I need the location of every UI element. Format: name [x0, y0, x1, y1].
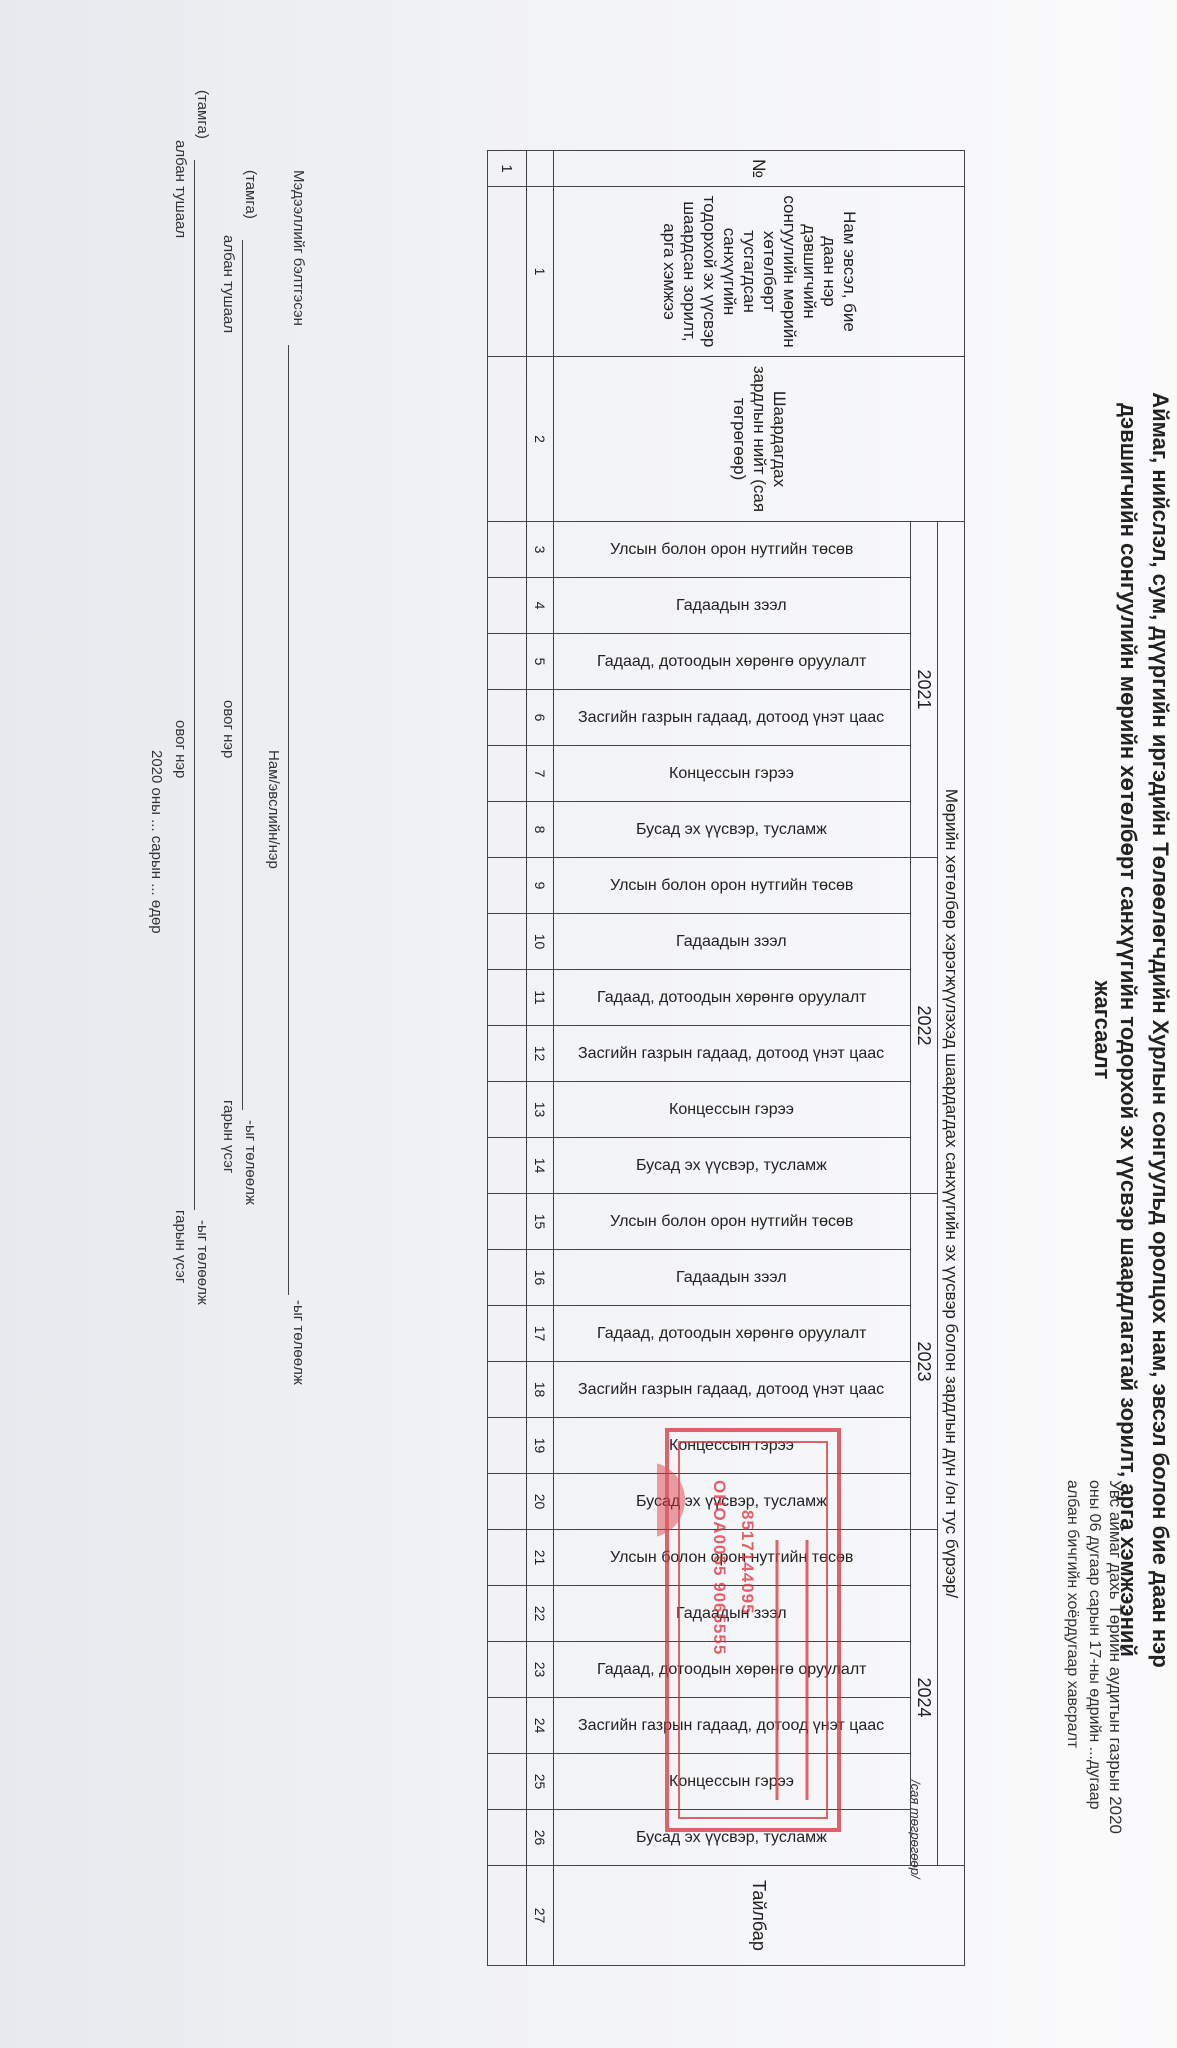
document-title-line-1: Аймаг, нийслэл, сум, дүүргийн иргэдийн Төлөөлөгчдийн Хурлын сонгуульд оролцох нам, эвсэл болон бие даан нэр [1148, 392, 1173, 1668]
column-number: 20 [527, 1474, 554, 1530]
attachment-line-3: албан бичгийн хоёрдугаар хавсралт [1064, 1480, 1081, 1749]
signature-line [194, 160, 195, 1210]
table-cell [488, 1306, 527, 1362]
column-header-note: Тайлбар [554, 1866, 965, 1966]
column-number: 21 [527, 1530, 554, 1586]
signature-line [242, 240, 243, 1110]
table-cell [488, 1138, 527, 1194]
table-cell [488, 1250, 527, 1306]
source-header: Гадаадын зээл [554, 578, 911, 634]
source-header: Засгийн газрын гадаад, дотоод үнэт цаас [554, 1026, 911, 1082]
table-cell [488, 634, 527, 690]
official-stamp [657, 1420, 847, 1840]
column-number: 9 [527, 858, 554, 914]
stamp-label-1: (тамга) [242, 170, 259, 219]
source-header: Гадаад, дотоодын хөрөнгө оруулалт [554, 634, 911, 690]
date-line: 2020 оны ... сарын ... өдөр [148, 750, 165, 934]
attachment-line-2: оны 06 дугаар сарын 17-ны өдрийн ...дугаар [1086, 1480, 1103, 1810]
table-cell [488, 1530, 527, 1586]
column-number: 16 [527, 1250, 554, 1306]
column-number-row [527, 151, 554, 1966]
source-header: Улсын болон орон нутгийн төсөв [554, 1530, 911, 1586]
column-number: 23 [527, 1642, 554, 1698]
source-header: Засгийн газрын гадаад, дотоод үнэт цаас [554, 1698, 911, 1754]
source-header: Гадаадын зээл [554, 914, 911, 970]
column-number: 27 [527, 1866, 554, 1966]
table-cell [488, 1474, 527, 1530]
attachment-line-1: Увс аймаг дахь Төрийн аудитын газрын 2020 [1106, 1480, 1125, 1834]
name-label-1: овог нэр [220, 700, 237, 759]
source-header: Концессын гэрээ [554, 746, 911, 802]
source-header: Улсын болон орон нутгийн төсөв [554, 858, 911, 914]
representing-1: -ыг төлөөлж [242, 1120, 259, 1205]
unit-note: /сая төгрөгөөр/ [908, 1780, 923, 1879]
sign-label-1: гарын үсэг [220, 1100, 237, 1174]
column-number: 4 [527, 578, 554, 634]
document-title-line-2: дэвшигчийн сонгуулийн мөрийн хөтөлбөрт санхүүгийн тодорхой эх үүсвэр шаардлагатай зорилт, арга хэмжээний жагсаалт [1090, 403, 1141, 1657]
source-header: Бусад эх үүсвэр, тусламж [554, 1474, 911, 1530]
column-number: 19 [527, 1418, 554, 1474]
presenter-label: -ыг төлөөлж [290, 1300, 307, 1385]
table-cell [488, 1642, 527, 1698]
column-number: 2 [527, 357, 554, 522]
stamp-graphic [657, 1420, 847, 1840]
source-header: Гадаадын зээл [554, 1586, 911, 1642]
source-header: Гадаадын зээл [554, 1250, 911, 1306]
source-header: Бусад эх үүсвэр, тусламж [554, 1138, 911, 1194]
table-cell [488, 858, 527, 914]
total-header-text: Шаардагдах зардлын нийт (сая төгрөгөөр) [730, 365, 789, 513]
position-label-2: албан тушаал [172, 140, 189, 239]
table-cell [488, 1082, 527, 1138]
stamp-label-2: (тамга) [194, 90, 211, 139]
year-2022: 2022 [911, 858, 938, 1194]
column-number: 13 [527, 1082, 554, 1138]
prepared-by-label: Мэдээллийг бэлтгэсэн [290, 170, 307, 326]
row-number: 1 [488, 151, 527, 187]
column-number: 26 [527, 1810, 554, 1866]
source-header: Бусад эх үүсвэр, тусламж [554, 1810, 911, 1866]
table-cell [488, 690, 527, 746]
column-number: 25 [527, 1754, 554, 1810]
column-number: 18 [527, 1362, 554, 1418]
table-cell [488, 802, 527, 858]
table-cell [488, 522, 527, 578]
sign-label-2: гарын үсэг [172, 1210, 189, 1284]
source-header: Концессын гэрээ [554, 1418, 911, 1474]
column-header-funding: Мөрийн хөтөлбөр хэрэгжүүлэхэд шаардагдах санхүүгийн эх үүсвэр болон зардлын дүн /он тус бүрээр/ [938, 522, 965, 1866]
column-number: 14 [527, 1138, 554, 1194]
year-2021: 2021 [911, 522, 938, 858]
source-header: Гадаад, дотоодын хөрөнгө оруулалт [554, 1642, 911, 1698]
table-cell [488, 1194, 527, 1250]
table-cell [488, 1754, 527, 1810]
column-number [527, 151, 554, 187]
column-number: 17 [527, 1306, 554, 1362]
column-header-goal: Нам эвсэл, бие даан нэр дэвшигчийн сонгуулийн мөрийн хөтөлбөрт тусгагдсан санхүүгийн тодорхой эх үүсвэр шаардсан зорилт, арга хэмжээ [554, 187, 965, 357]
source-header: Концессын гэрээ [554, 1082, 911, 1138]
column-header-number: № [554, 151, 965, 187]
source-header: Гадаад, дотоодын хөрөнгө оруулалт [554, 1306, 911, 1362]
column-header-total [554, 357, 965, 522]
table-cell [488, 578, 527, 634]
column-number: 8 [527, 802, 554, 858]
representing-2: -ыг төлөөлж [194, 1220, 211, 1305]
column-number: 15 [527, 1194, 554, 1250]
column-number: 10 [527, 914, 554, 970]
column-number: 1 [527, 187, 554, 357]
table-cell [488, 1810, 527, 1866]
signature-line [288, 345, 289, 1295]
column-number: 11 [527, 970, 554, 1026]
year-2024: 2024 [911, 1530, 938, 1866]
column-number: 3 [527, 522, 554, 578]
table-cell [488, 746, 527, 802]
column-number: 6 [527, 690, 554, 746]
table-cell [488, 1362, 527, 1418]
source-header: Гадаад, дотоодын хөрөнгө оруулалт [554, 970, 911, 1026]
source-header: Засгийн газрын гадаад, дотоод үнэт цаас [554, 1362, 911, 1418]
column-number: 5 [527, 634, 554, 690]
source-header: Концессын гэрээ [554, 1754, 911, 1810]
table-cell [488, 914, 527, 970]
table-cell [488, 1418, 527, 1474]
table-cell [488, 1698, 527, 1754]
table-cell [488, 187, 527, 357]
party-name-label: Нам/эвслийн/нэр [265, 750, 282, 869]
name-label-2: овог нэр [172, 720, 189, 779]
year-2023: 2023 [911, 1194, 938, 1530]
column-number: 7 [527, 746, 554, 802]
column-number: 22 [527, 1586, 554, 1642]
source-header: Улсын болон орон нутгийн төсөв [554, 522, 911, 578]
table-cell [488, 1866, 527, 1966]
position-label-1: албан тушаал [220, 235, 237, 334]
table-row [488, 151, 527, 1966]
column-number: 24 [527, 1698, 554, 1754]
stamp-number-2: ОНОА0055 9065555 [710, 1480, 729, 1656]
stamp-number-1: 8517144095 [738, 1510, 757, 1615]
source-header: Улсын болон орон нутгийн төсөв [554, 1194, 911, 1250]
table-cell [488, 1026, 527, 1082]
column-number: 12 [527, 1026, 554, 1082]
table-cell [488, 1586, 527, 1642]
source-header: Засгийн газрын гадаад, дотоод үнэт цаас [554, 690, 911, 746]
source-header: Бусад эх үүсвэр, тусламж [554, 802, 911, 858]
table-cell [488, 357, 527, 522]
table-cell [488, 970, 527, 1026]
